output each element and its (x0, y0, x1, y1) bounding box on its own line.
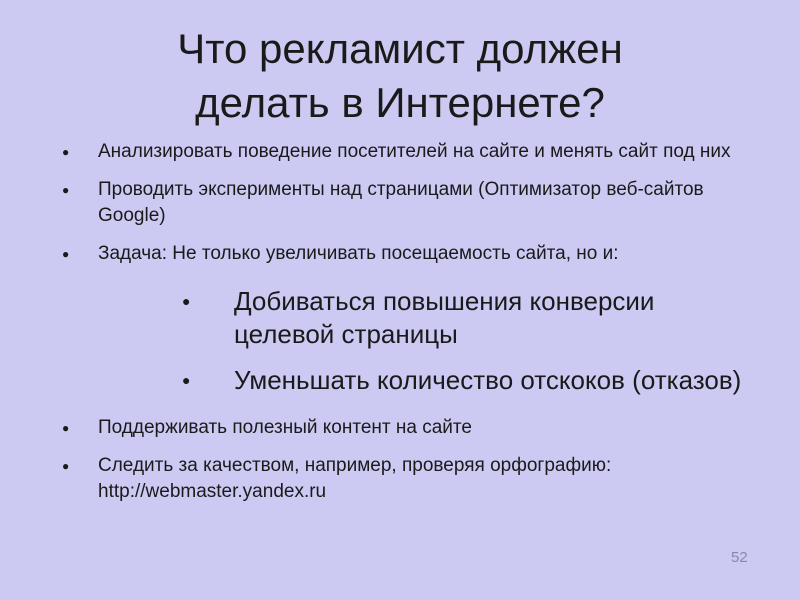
slide-title (60, 22, 740, 130)
slide-title-line-2: делать в Интернете? (195, 79, 605, 126)
bullet-text: Анализировать поведение посетителей на сайте и менять сайт под них (98, 141, 731, 162)
bullet-text: Задача: Не только увеличивать посещаемость сайта, но и: (98, 243, 619, 264)
sub-bullet-text: Добиваться повышения конверсии целевой страницы (234, 286, 655, 349)
bullet-marker: ● (62, 247, 70, 261)
slide-title-line-1: Что рекламист должен (177, 25, 623, 72)
bullet-item (62, 139, 762, 165)
slide-number: 52 (731, 549, 748, 566)
sub-bullet-item (182, 285, 742, 351)
bullet-item (62, 177, 762, 229)
bullet-text: Следить за качеством, например, проверяя орфографию: http://webmaster.yandex.ru (98, 455, 612, 502)
bullet-marker: ● (62, 183, 70, 197)
bullet-item (62, 415, 762, 441)
bullet-marker: ● (62, 145, 70, 159)
bullet-marker: ● (62, 459, 70, 473)
bullet-item (62, 453, 762, 505)
bullet-list (62, 139, 762, 517)
bullet-marker: ● (62, 421, 70, 435)
sub-bullet-list (98, 285, 742, 397)
sub-bullet-marker: ● (182, 372, 191, 388)
sub-bullet-marker: ● (182, 293, 191, 309)
bullet-text: Поддерживать полезный контент на сайте (98, 417, 472, 438)
bullet-item (62, 241, 762, 397)
bullet-text: Проводить эксперименты над страницами (Оптимизатор веб-сайтов Google) (98, 179, 704, 226)
sub-bullet-item (182, 364, 742, 397)
sub-bullet-text: Уменьшать количество отскоков (отказов) (234, 365, 742, 395)
